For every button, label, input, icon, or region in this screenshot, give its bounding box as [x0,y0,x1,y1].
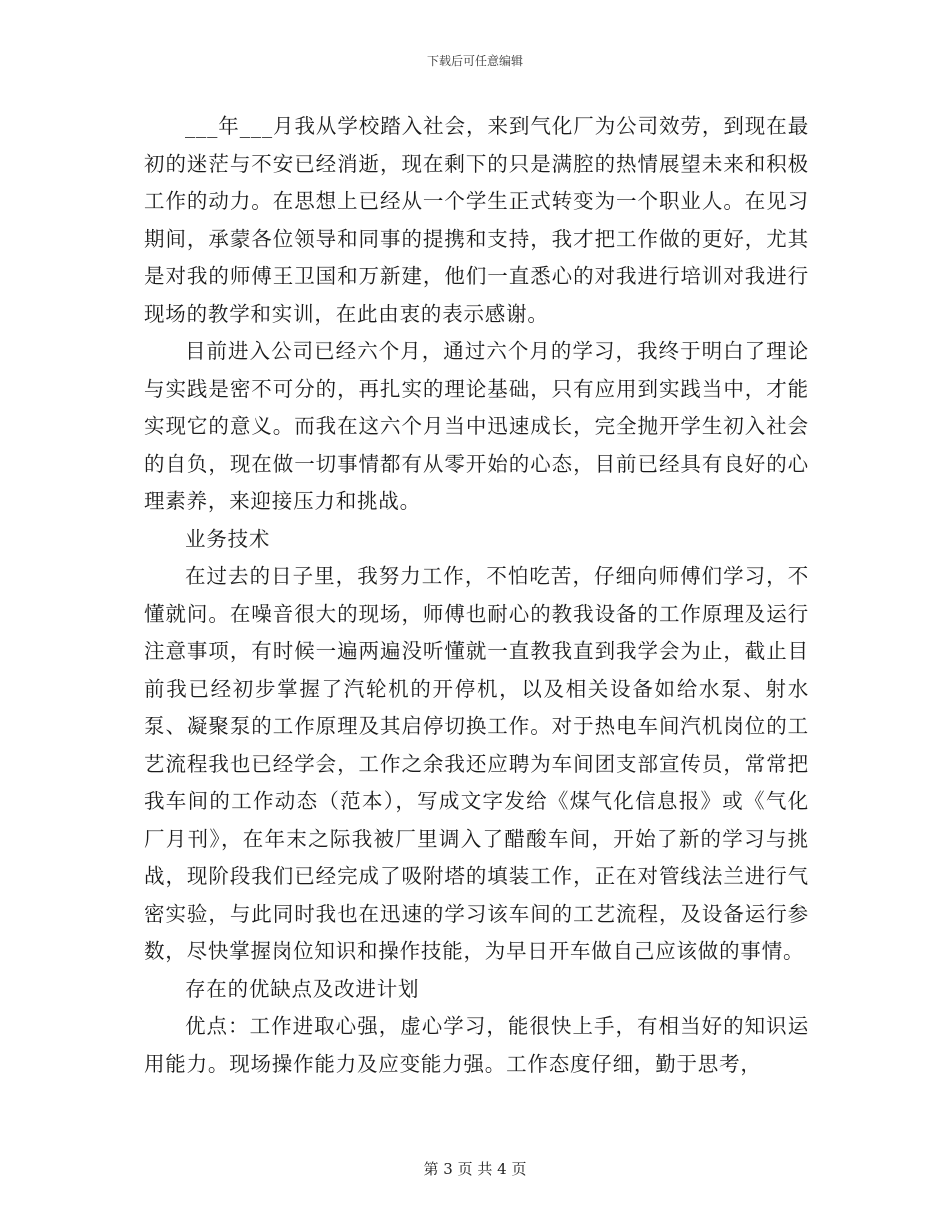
paragraph-business-skills: 在过去的日子里，我努力工作，不怕吃苦，仔细向师傅们学习，不懂就问。在噪音很大的现场，师傅也耐心的教我设备的工作原理及运行注意事项，有时候一遍两遍没听懂就一直教我直到我学会为止，截止目前我已经初步掌握了汽轮机的开停机，以及相关设备如给水泵、射水泵、凝聚泵的工作原理及其启停切换工作。对于热电车间汽机岗位的工艺流程我也已经学会，工作之余我还应聘为车间团支部宣传员，常常把我车间的工作动态（范本），写成文字发给《煤气化信息报》或《气化厂月刊》，在年末之际我被厂里调入了醋酸车间，开始了新的学习与挑战，现阶段我们已经完成了吸附塔的填装工作，正在对管线法兰进行气密实验，与此同时我也在迅速的学习该车间的工艺流程，及设备运行参数，尽快掌握岗位知识和操作技能，为早日开车做自己应该做的事情。 [144,564,809,963]
section-heading-strengths-weaknesses: 存在的优缺点及改进计划 [185,976,420,1001]
paragraph-strengths: 优点：工作进取心强，虚心学习，能很快上手，有相当好的知识运用能力。现场操作能力及应变能力强。工作态度仔细，勤于思考， [144,1014,809,1076]
section-heading-business-skills: 业务技术 [185,526,271,551]
paragraph-intro: ___年___月我从学校踏入社会，来到气化厂为公司效劳，到现在最初的迷茫与不安已经消逝，现在剩下的只是满腔的热情展望未来和积极工作的动力。在思想上已经从一个学生正式转变为一个职业人。在见习期间，承蒙各位领导和同事的提携和支持，我才把工作做的更好，尤其是对我的师傅王卫国和万新建，他们一直悉心的对我进行培训对我进行现场的教学和实训，在此由衷的表示感谢。 [144,114,809,326]
document-body [144,108,809,1083]
page-header: 下载后可任意编辑 [426,54,523,68]
paragraph-growth: 目前进入公司已经六个月，通过六个月的学习，我终于明白了理论与实践是密不可分的，再扎实的理论基础，只有应用到实践当中，才能实现它的意义。而我在这六个月当中迅速成长，完全抛开学生初入社会的自负，现在做一切事情都有从零开始的心态，目前已经具有良好的心理素养，来迎接压力和挑战。 [144,339,809,513]
page-footer: 第 3 页 共 4 页 [423,1160,527,1178]
